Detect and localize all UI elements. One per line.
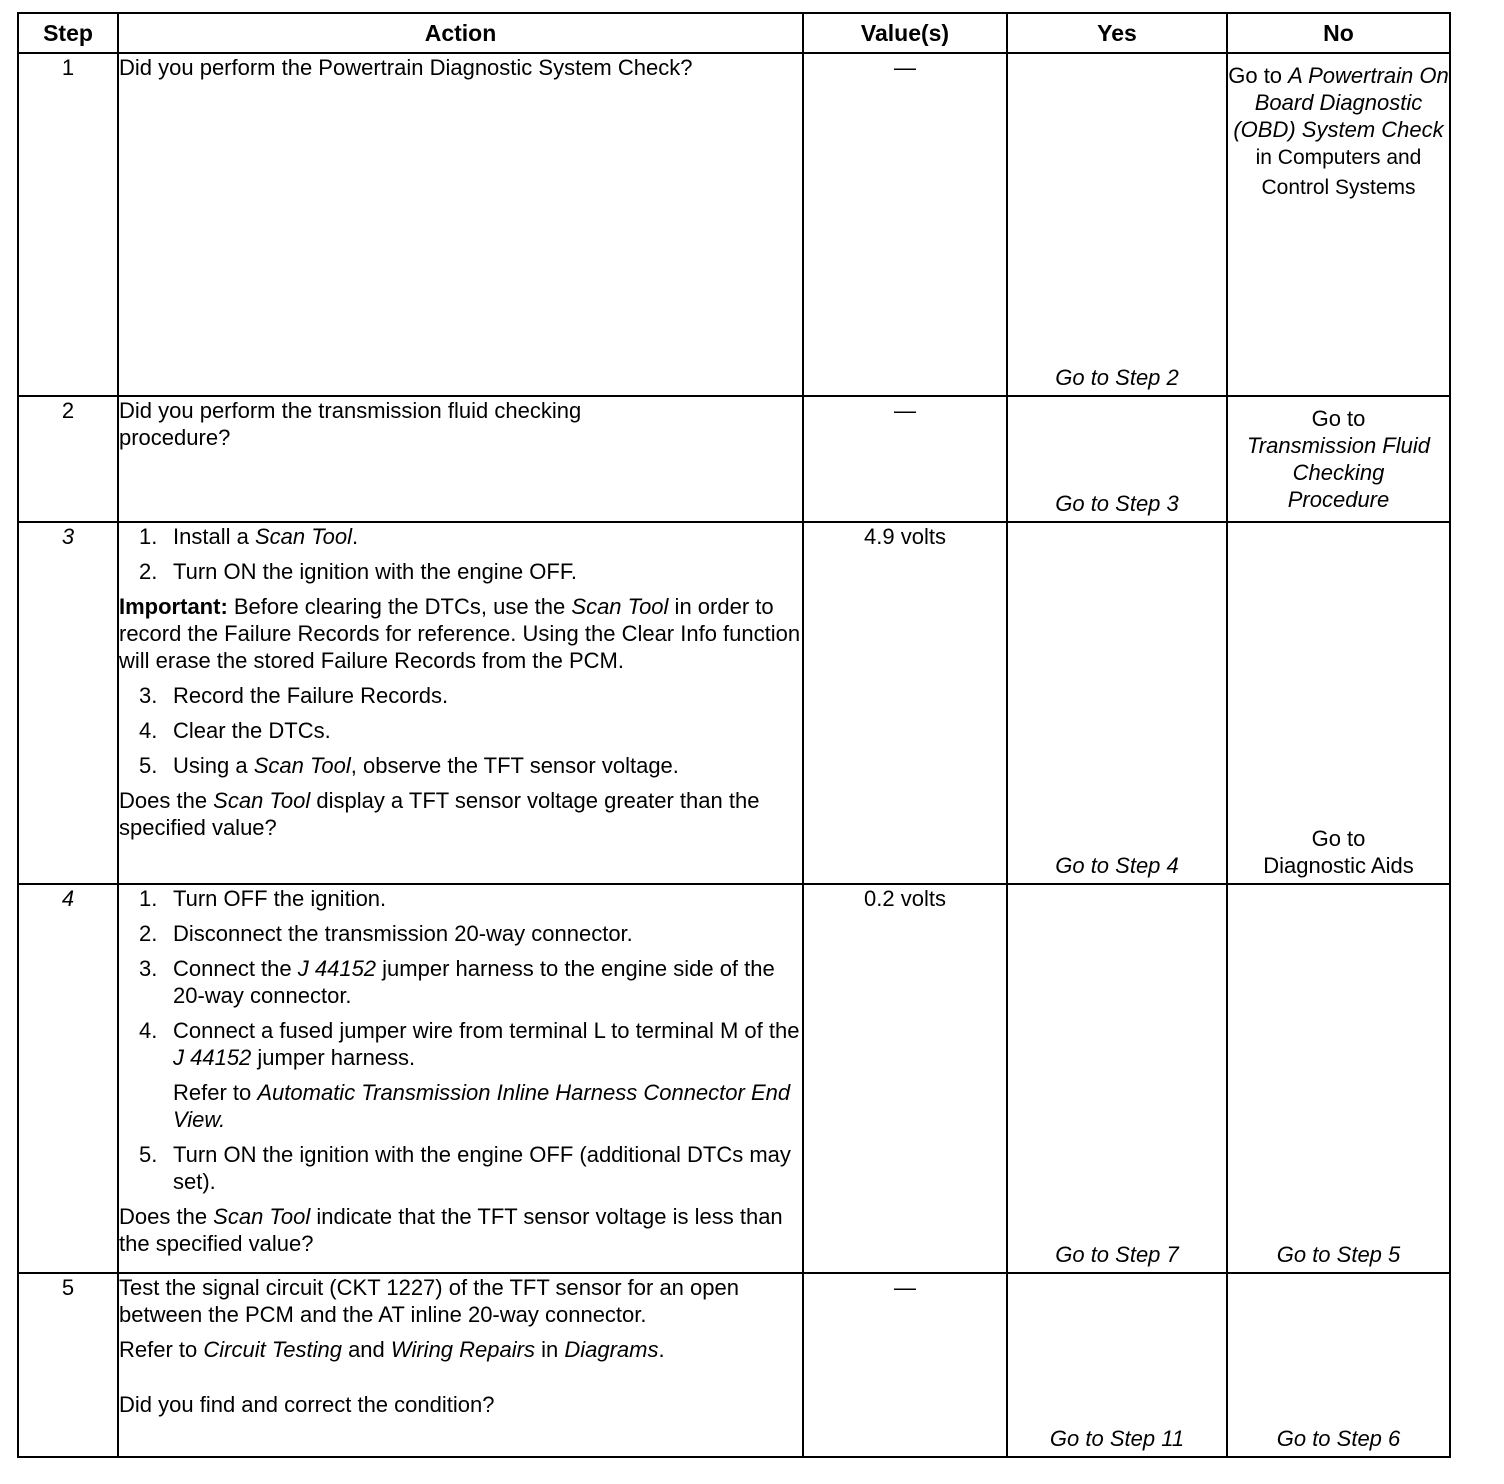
yes-link[interactable]: Go to Step 3 [1055,491,1179,516]
no-lead: Go to [1311,406,1366,431]
action-text: Test the signal circuit (CKT 1227) of the TFT sensor for an open between the PCM and the AT inline 20-way connector. [119,1275,739,1327]
list-item: 1. Install a Scan Tool. [139,524,359,549]
yes-cell [1007,1273,1227,1457]
reference-note: Refer to Automatic Transmission Inline Harness Connector End View. [173,1080,791,1132]
header-step: Step [18,13,118,53]
no-link[interactable] [1228,62,1449,203]
value-cell: — [803,1273,1007,1457]
yes-cell [1007,396,1227,522]
table-row [18,1273,1450,1457]
action-cell [118,396,803,522]
header-action: Action [118,13,803,53]
reference-note: Refer to Circuit Testing and Wiring Repairs in Diagrams. [119,1337,665,1362]
header-yes: Yes [1007,13,1227,53]
value-cell: — [803,53,1007,396]
yes-link[interactable]: Go to Step 4 [1055,853,1179,878]
no-link[interactable]: Go to Diagnostic Aids [1263,826,1414,878]
action-cell [118,884,803,1273]
table-row [18,884,1450,1273]
no-link[interactable] [1228,405,1449,513]
action-question: Does the Scan Tool indicate that the TFT sensor voltage is less than the specified value? [119,1204,783,1256]
step-number: 4 [18,884,118,1273]
yes-cell [1007,522,1227,884]
list-item: 3. Connect the J 44152 jumper harness to the engine side of the 20-way connector. [139,956,775,1008]
no-cell [1227,53,1450,396]
header-no: No [1227,13,1450,53]
yes-cell [1007,53,1227,396]
yes-link[interactable]: Go to Step 2 [1055,365,1179,390]
value-cell: 0.2 volts [803,884,1007,1273]
no-cell [1227,1273,1450,1457]
no-tail: in Computers and Control Systems [1255,146,1422,199]
no-link[interactable]: Go to Step 6 [1276,1426,1401,1451]
step-number: 3 [18,522,118,884]
step-number: 1 [18,53,118,396]
list-item: 2. Disconnect the transmission 20-way connector. [139,921,633,946]
list-item: 4. Connect a fused jumper wire from terminal L to terminal M of the J 44152 jumper harness. [139,1018,800,1070]
table-row [18,396,1450,522]
action-question: Did you perform the Powertrain Diagnostic System Check? [119,55,693,80]
step-number: 5 [18,1273,118,1457]
diagnostic-table [17,12,1451,1458]
list-item: 4. Clear the DTCs. [139,718,331,743]
header-row [18,13,1450,53]
list-item: 2. Turn ON the ignition with the engine OFF. [139,559,577,584]
list-item: 1. Turn OFF the ignition. [139,886,387,911]
value-cell: — [803,396,1007,522]
yes-link[interactable]: Go to Step 11 [1049,1426,1185,1451]
no-italic: Transmission Fluid Checking Procedure [1247,433,1430,512]
action-question: Did you find and correct the condition? [119,1392,495,1417]
step-number: 2 [18,396,118,522]
yes-link[interactable]: Go to Step 7 [1055,1242,1179,1267]
value-cell: 4.9 volts [803,522,1007,884]
no-cell [1227,396,1450,522]
no-cell [1227,522,1450,884]
list-item: 5. Using a Scan Tool, observe the TFT sensor voltage. [139,753,679,778]
table-row [18,53,1450,396]
action-question: Did you perform the transmission fluid checking procedure? [119,398,582,450]
action-cell [118,522,803,884]
no-cell [1227,884,1450,1273]
no-lead: Go to [1228,63,1289,88]
no-link[interactable]: Go to Step 5 [1276,1242,1401,1267]
yes-cell [1007,884,1227,1273]
header-values: Value(s) [803,13,1007,53]
action-cell [118,1273,803,1457]
no-italic: A Powertrain On Board Diagnostic (OBD) System Check [1233,63,1449,142]
table-row [18,522,1450,884]
important-note: Important: Before clearing the DTCs, use the Scan Tool in order to record the Failure Records for reference. Using the Clear Info function will erase the stored Failure Records from the PCM. [119,594,801,673]
list-item: 5. Turn ON the ignition with the engine OFF (additional DTCs may set). [139,1142,791,1194]
action-cell [118,53,803,396]
list-item: 3. Record the Failure Records. [139,683,449,708]
action-question: Does the Scan Tool display a TFT sensor voltage greater than the specified value? [119,788,760,840]
